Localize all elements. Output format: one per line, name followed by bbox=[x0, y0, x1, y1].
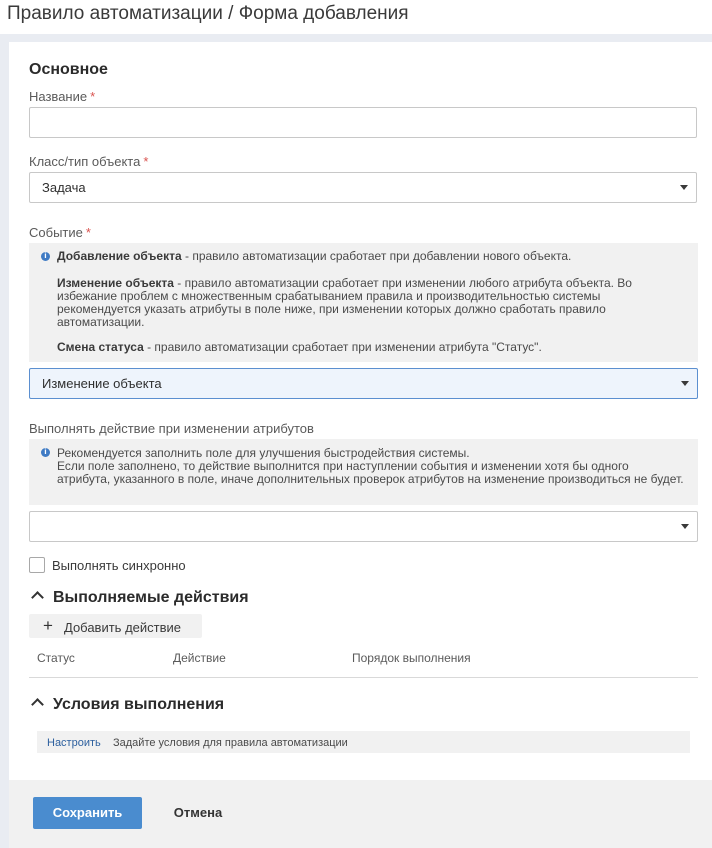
object-class-label bbox=[29, 154, 148, 169]
attributes-select[interactable] bbox=[29, 511, 698, 542]
event-label-text: Событие bbox=[29, 225, 83, 240]
chevron-down-icon[interactable] bbox=[681, 381, 689, 386]
event-info-change-text: - правило автоматизации сработает при изменении любого атрибута объекта. Во избежание проблем с множественным срабатыванием правила и производительностью системы рекомендуется указать атрибуты в поле ниже, при изменении которых должно сработать правило автоматизации. bbox=[57, 276, 632, 329]
attributes-info-line2: Если поле заполнено, то действие выполнится при наступлении события и изменении хотя бы одного атрибута, указанного в поле, иначе дополнительных проверок атрибутов на изменение производиться не будет. bbox=[57, 459, 684, 486]
sync-checkbox[interactable] bbox=[29, 557, 45, 573]
sync-checkbox-label[interactable]: Выполнять синхронно bbox=[52, 558, 186, 573]
required-mark: * bbox=[90, 89, 96, 104]
name-label-text: Название bbox=[29, 89, 88, 104]
section-title-main: Основное bbox=[29, 61, 108, 78]
cancel-button[interactable]: Отмена bbox=[173, 805, 223, 820]
event-info-change bbox=[57, 277, 684, 329]
column-header-action: Действие bbox=[173, 651, 226, 665]
event-info-status bbox=[57, 341, 684, 354]
event-info-box bbox=[29, 243, 698, 362]
event-value: Изменение объекта bbox=[42, 376, 162, 391]
event-info-add-title: Добавление объекта bbox=[57, 249, 182, 263]
attributes-label: Выполнять действие при изменении атрибутов bbox=[29, 421, 314, 436]
object-class-value: Задача bbox=[42, 180, 86, 195]
divider bbox=[29, 677, 698, 678]
conditions-section-title[interactable]: Условия выполнения bbox=[53, 696, 225, 713]
info-icon: i bbox=[41, 448, 50, 457]
object-class-select[interactable] bbox=[29, 172, 697, 203]
attributes-info-line1: Рекомендуется заполнить поле для улучшения быстродействия системы. bbox=[57, 446, 470, 460]
chevron-down-icon[interactable] bbox=[681, 524, 689, 529]
column-header-status: Статус bbox=[37, 651, 75, 665]
save-button[interactable]: Сохранить bbox=[33, 797, 142, 829]
event-info-status-text: - правило автоматизации сработает при изменении атрибута "Статус". bbox=[143, 340, 542, 354]
event-info-status-title: Смена статуса bbox=[57, 340, 144, 354]
name-input[interactable] bbox=[29, 107, 697, 138]
info-icon: i bbox=[41, 252, 50, 261]
chevron-down-icon[interactable] bbox=[680, 185, 688, 190]
conditions-hint: Задайте условия для правила автоматизации bbox=[113, 737, 348, 749]
conditions-box bbox=[37, 731, 690, 753]
object-class-label-text: Класс/тип объекта bbox=[29, 154, 141, 169]
event-select[interactable] bbox=[29, 368, 698, 399]
event-info-add bbox=[57, 250, 684, 263]
event-label bbox=[29, 225, 91, 240]
actions-section-title[interactable]: Выполняемые действия bbox=[53, 589, 249, 606]
add-action-label: Добавить действие bbox=[64, 620, 181, 635]
add-action-button[interactable] bbox=[29, 614, 202, 638]
required-mark: * bbox=[85, 225, 91, 240]
required-mark: * bbox=[143, 154, 149, 169]
attributes-info-box bbox=[29, 439, 698, 505]
configure-conditions-link[interactable]: Настроить bbox=[47, 737, 101, 749]
event-info-add-text: - правило автоматизации сработает при добавлении нового объекта. bbox=[181, 249, 572, 263]
name-label bbox=[29, 89, 95, 104]
plus-icon: + bbox=[43, 616, 53, 635]
event-info-change-title: Изменение объекта bbox=[57, 276, 174, 290]
column-header-order: Порядок выполнения bbox=[352, 651, 471, 665]
page-title: Правило автоматизации / Форма добавления bbox=[7, 3, 409, 24]
attributes-info-text bbox=[57, 447, 684, 486]
